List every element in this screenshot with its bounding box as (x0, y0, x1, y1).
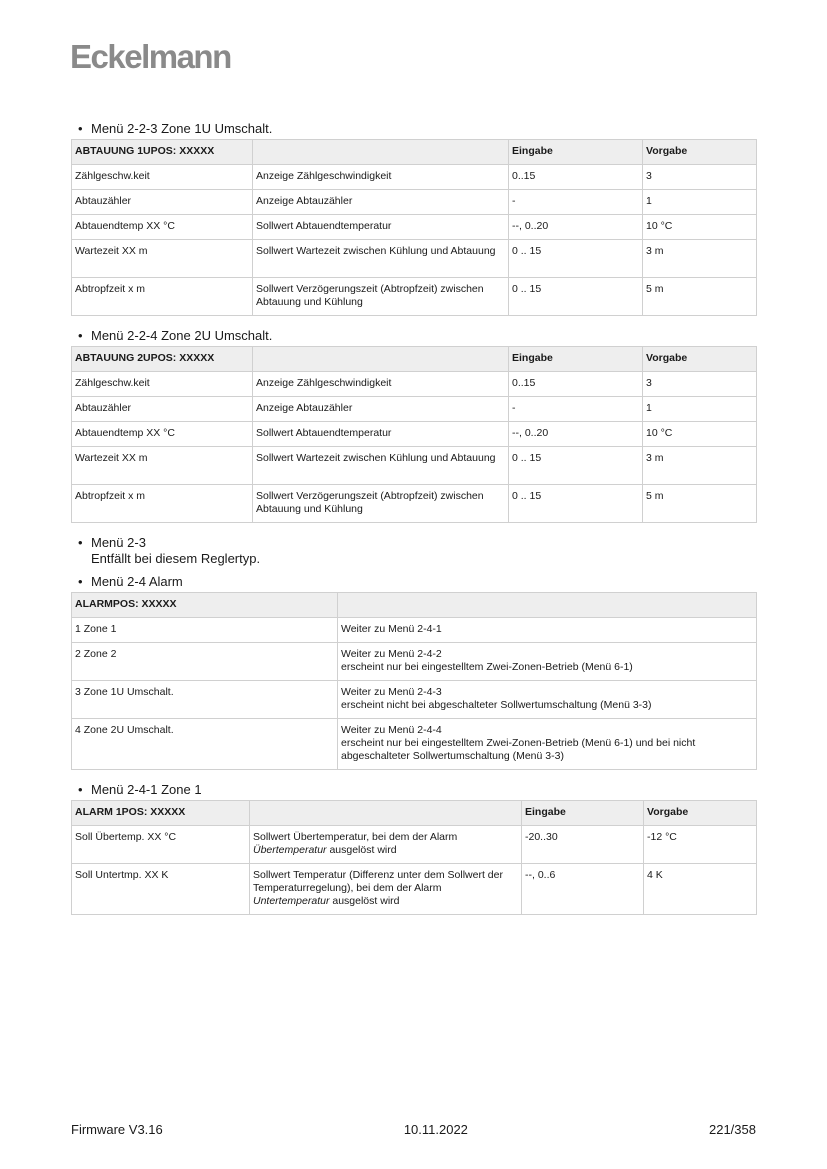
page-footer (71, 1122, 756, 1137)
company-logo: Eckelmann (70, 38, 231, 75)
cell-param: 3 Zone 1U Umschalt. (72, 681, 338, 719)
table-row (72, 485, 757, 523)
table-abtauung-1u (71, 139, 757, 316)
table-row (72, 422, 757, 447)
cell-input: --, 0..6 (522, 864, 644, 915)
cell-param: Abtropfzeit x m (72, 278, 253, 316)
cell-input: - (509, 397, 643, 422)
table-row (72, 397, 757, 422)
bullet-dot: • (78, 574, 83, 589)
cell-line: abgeschalteter Sollwertumschaltung (Menü 3-3) (341, 750, 564, 762)
cell-param: Wartezeit XX m (72, 240, 253, 278)
cell-desc (338, 719, 757, 770)
cell-desc: Sollwert Wartezeit zwischen Kühlung und Abtauung (253, 240, 509, 278)
cell-param: Soll Untertmp. XX K (72, 864, 250, 915)
cell-input: 0 .. 15 (509, 240, 643, 278)
cell-emphasis: Übertemperatur (253, 844, 327, 856)
cell-input: 0 .. 15 (509, 485, 643, 523)
cell-desc (250, 826, 522, 864)
cell-default: 3 (643, 372, 757, 397)
cell-default: 10 °C (643, 215, 757, 240)
table-row (72, 826, 757, 864)
cell-default: -12 °C (644, 826, 757, 864)
table-alarm-zone1 (71, 800, 757, 915)
cell-line: erscheint nur bei eingestelltem Zwei-Zonen-Betrieb (Menü 6-1) und bei nicht (341, 737, 696, 749)
cell-desc: Sollwert Abtauendtemperatur (253, 215, 509, 240)
cell-default: 3 m (643, 447, 757, 485)
cell-desc: Sollwert Wartezeit zwischen Kühlung und Abtauung (253, 447, 509, 485)
header-cell: Vorgabe (643, 140, 757, 165)
table-header-row (72, 347, 757, 372)
cell-line: Weiter zu Menü 2-4-1 (341, 623, 442, 635)
cell-input: 0 .. 15 (509, 447, 643, 485)
cell-line: Sollwert Temperatur (Differenz unter dem Sollwert der (253, 869, 503, 881)
table-header-row (72, 801, 757, 826)
header-cell (253, 140, 509, 165)
header-cell: Eingabe (509, 140, 643, 165)
cell-desc: Anzeige Zählgeschwindigkeit (253, 165, 509, 190)
cell-input: - (509, 190, 643, 215)
table-row (72, 681, 757, 719)
bullet-dot: • (78, 121, 83, 136)
cell-line: erscheint nur bei eingestelltem Zwei-Zonen-Betrieb (Menü 6-1) (341, 661, 633, 673)
cell-param: 2 Zone 2 (72, 643, 338, 681)
cell-param: Zählgeschw.keit (72, 165, 253, 190)
section-menu-2-4 (71, 574, 756, 770)
cell-default: 1 (643, 397, 757, 422)
cell-param: Zählgeschw.keit (72, 372, 253, 397)
section-menu-2-4-1 (71, 782, 756, 915)
header-cell: Eingabe (522, 801, 644, 826)
table-row (72, 719, 757, 770)
cell-default: 3 m (643, 240, 757, 278)
bullet-dot: • (78, 782, 83, 797)
header-cell: Vorgabe (643, 347, 757, 372)
bullet-text: Menü 2-4-1 Zone 1 (91, 782, 202, 797)
cell-param: Abtauendtemp XX °C (72, 422, 253, 447)
cell-default: 1 (643, 190, 757, 215)
cell-line: Weiter zu Menü 2-4-2 (341, 648, 442, 660)
header-cell: Vorgabe (644, 801, 757, 826)
bullet-menu-2-3 (71, 535, 756, 567)
cell-param: Abtauzähler (72, 190, 253, 215)
cell-line: Sollwert Übertemperatur, bei dem der Alarm (253, 831, 458, 843)
cell-input: 0 .. 15 (509, 278, 643, 316)
section-menu-2-2-3 (71, 121, 756, 316)
cell-line: Weiter zu Menü 2-4-3 (341, 686, 442, 698)
bullet-dot: • (78, 328, 83, 343)
table-row (72, 215, 757, 240)
cell-emphasis: Untertemperatur (253, 895, 330, 907)
cell-line (253, 844, 518, 857)
cell-desc: Anzeige Abtauzähler (253, 397, 509, 422)
cell-desc (338, 681, 757, 719)
bullet-dot: • (78, 535, 83, 550)
table-abtauung-2u (71, 346, 757, 523)
cell-desc: Anzeige Abtauzähler (253, 190, 509, 215)
cell-line: erscheint nicht bei abgeschalteter Sollwertumschaltung (Menü 3-3) (341, 699, 652, 711)
header-cell: Eingabe (509, 347, 643, 372)
cell-input: --, 0..20 (509, 215, 643, 240)
footer-firmware: Firmware V3.16 (71, 1122, 163, 1137)
cell-param: Abtauzähler (72, 397, 253, 422)
footer-date: 10.11.2022 (403, 1122, 468, 1137)
cell-desc: Sollwert Verzögerungszeit (Abtropfzeit) zwischen Abtauung und Kühlung (253, 485, 509, 523)
header-cell (338, 593, 757, 618)
header-cell: ALARMPOS: XXXXX (72, 593, 338, 618)
table-row (72, 165, 757, 190)
cell-param: Abtauendtemp XX °C (72, 215, 253, 240)
bullet-menu-2-2-4 (71, 328, 756, 344)
table-header-row (72, 593, 757, 618)
header-cell (250, 801, 522, 826)
cell-param: 4 Zone 2U Umschalt. (72, 719, 338, 770)
cell-line: Temperaturregelung), bei dem der Alarm (253, 882, 442, 894)
cell-default: 5 m (643, 278, 757, 316)
cell-line (253, 895, 518, 908)
cell-desc (338, 618, 757, 643)
table-row (72, 643, 757, 681)
bullet-text: Menü 2-4 Alarm (91, 574, 183, 589)
header-cell: ABTAUUNG 1UPOS: XXXXX (72, 140, 253, 165)
table-row (72, 372, 757, 397)
table-row (72, 447, 757, 485)
table-row (72, 240, 757, 278)
cell-line: Weiter zu Menü 2-4-4 (341, 724, 442, 736)
table-alarm (71, 592, 757, 770)
cell-line-rest: ausgelöst wird (326, 844, 397, 856)
bullet-text: Menü 2-2-4 Zone 2U Umschalt. (91, 328, 273, 343)
bullet-menu-2-4-1 (71, 782, 756, 798)
cell-input: --, 0..20 (509, 422, 643, 447)
section-menu-2-3 (71, 535, 756, 567)
cell-default: 4 K (644, 864, 757, 915)
cell-desc (250, 864, 522, 915)
header-cell: ALARM 1POS: XXXXX (72, 801, 250, 826)
cell-desc (338, 643, 757, 681)
cell-input: 0..15 (509, 372, 643, 397)
bullet-menu-2-4 (71, 574, 756, 590)
table-row (72, 864, 757, 915)
cell-input: -20..30 (522, 826, 644, 864)
table-header-row (72, 140, 757, 165)
header-cell: ABTAUUNG 2UPOS: XXXXX (72, 347, 253, 372)
cell-input: 0..15 (509, 165, 643, 190)
bullet-subtext: Entfällt bei diesem Reglertyp. (91, 551, 261, 566)
cell-default: 10 °C (643, 422, 757, 447)
footer-page-number: 221/358 (708, 1122, 756, 1137)
bullet-text: Menü 2-3 (91, 535, 146, 550)
bullet-text: Menü 2-2-3 Zone 1U Umschalt. (91, 121, 273, 136)
cell-param: Soll Übertemp. XX °C (72, 826, 250, 864)
section-menu-2-2-4 (71, 328, 756, 523)
bullet-menu-2-2-3 (71, 121, 756, 137)
cell-desc: Anzeige Zählgeschwindigkeit (253, 372, 509, 397)
table-row (72, 618, 757, 643)
cell-desc: Sollwert Abtauendtemperatur (253, 422, 509, 447)
table-row (72, 278, 757, 316)
cell-line-rest: ausgelöst wird (329, 895, 400, 907)
table-row (72, 190, 757, 215)
cell-param: Wartezeit XX m (72, 447, 253, 485)
cell-default: 3 (643, 165, 757, 190)
cell-default: 5 m (643, 485, 757, 523)
cell-desc: Sollwert Verzögerungszeit (Abtropfzeit) zwischen Abtauung und Kühlung (253, 278, 509, 316)
cell-param: Abtropfzeit x m (72, 485, 253, 523)
cell-param: 1 Zone 1 (72, 618, 338, 643)
header-cell (253, 347, 509, 372)
